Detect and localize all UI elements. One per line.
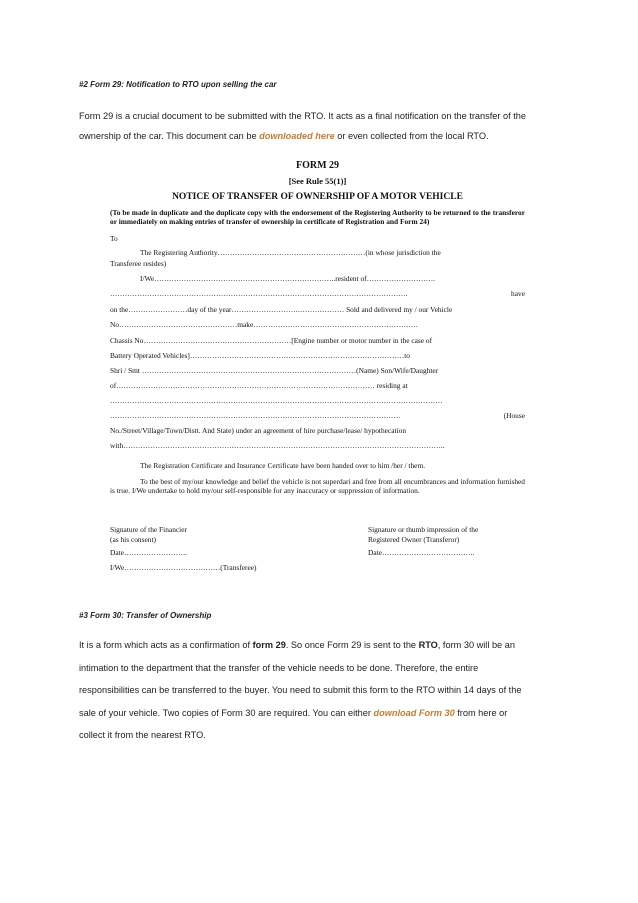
iwe-transferee: I/We…………………………………(Transferee) <box>110 563 257 572</box>
paragraph-text: from here or <box>454 707 508 718</box>
paragraph-line <box>79 702 569 725</box>
form-line: Battery Operated Vehicles]……………………………………………………………………………to <box>110 351 410 360</box>
form-line: Chassis No……………………………………………………[Engine number or motor number in the case of <box>110 336 433 345</box>
paragraph-text: . So once Form 29 is sent to the <box>285 640 419 650</box>
download-form29-link[interactable]: downloaded here <box>259 131 335 141</box>
form-line: The Registering Authority……………………………………………………(in whose jurisdiction the <box>140 248 441 257</box>
paragraph-text: It is a form which acts as a confirmation of <box>79 640 253 650</box>
form-rule: [See Rule 55(1)] <box>288 176 347 186</box>
form-line: Transferee resides) <box>110 259 167 268</box>
form-line: with………………………………………………………………………………………………………………….. <box>110 441 445 450</box>
form-to: To <box>110 234 118 243</box>
paragraph-text: ownership of the car. This document can be <box>79 131 260 141</box>
paragraph-line: Form 29 is a crucial document to be submitted with the RTO. It acts as a final notification on the transfer of the <box>79 111 527 121</box>
paragraph-line <box>79 126 569 146</box>
form-instruction: (To be made in duplicate and the duplicate copy with the endorsement of the Registering Authority to be returned to the transferor or immediately on making entries of transfer of ownership in certificate of Registration and Form 24) <box>110 208 525 227</box>
sig-financier: Signature of the Financier <box>110 525 187 534</box>
paragraph-text: , form 30 will be an <box>437 640 515 650</box>
form-line: on the……………………day of the year……………………….……………… Sold and delivered my / our Vehicle <box>110 305 453 314</box>
paragraph-line: intimation to the department that the transfer of the vehicle needs to be done. Therefore, the entire <box>79 662 479 673</box>
paragraph-line: responsibilities can be transferred to the buyer. You need to submit this form to the RTO within 14 days of the <box>79 685 522 696</box>
form-declaration: To the best of my/our knowledge and belief the vehicle is not superdari and free from all encumbrances and information furnished is true. I/We undertake to hold my/our self-responsible for any inaccuracy or suppression of information. <box>110 477 525 496</box>
form-line: No./Street/Village/Town/Distt. And State) under an agreement of hire purchase/lease/ hypothecation <box>110 426 407 435</box>
paragraph-line: collect it from the nearest RTO. <box>79 730 206 741</box>
form30-paragraph <box>79 634 569 747</box>
section-heading-form30: #3 Form 30: Transfer of Ownership <box>79 611 212 620</box>
section-heading-form29: #2 Form 29: Notification to RTO upon selling the car <box>79 80 277 89</box>
sig-owner: Signature or thumb impression of the <box>368 525 479 534</box>
form-line: I/We………………………………………………………………..resident of………………………. <box>140 274 436 283</box>
form-line: of…………………………………………………………………………………………… residing at <box>110 381 408 390</box>
paragraph-text: or even collected from the local RTO. <box>334 131 489 141</box>
form29-paragraph <box>79 106 569 146</box>
form-line: Shri / Smt ……………………………………………………………………………(Name) Son/Wife/Daughter <box>110 366 439 375</box>
form-line: ………………………………………………………………………………………………………. <box>110 411 401 420</box>
paragraph-text-bold: RTO <box>418 640 438 650</box>
date-left: Date…………………….. <box>110 548 187 557</box>
registered-owner: Registered Owner (Transferor) <box>368 535 460 544</box>
form-handover: The Registration Certificate and Insurance Certificate have been handed over to him /her / them. <box>140 461 426 470</box>
paragraph-line <box>79 634 569 657</box>
form-title: FORM 29 <box>295 160 340 171</box>
form-notice-title: NOTICE OF TRANSFER OF OWNERSHIP OF A MOTOR VEHICLE <box>172 192 463 202</box>
form-line: ……………………………………………………………………………………………………………………… <box>110 396 443 405</box>
form-line: …………………………………………………………………………………………………………. <box>110 289 408 298</box>
form-line: have <box>511 289 525 298</box>
date-right: Date……………………………….. <box>368 548 475 557</box>
form-line: (House <box>503 411 525 420</box>
download-form30-link[interactable]: download Form 30 <box>373 707 455 718</box>
paragraph-text-bold: form 29 <box>252 640 286 650</box>
as-consent: (as his consent) <box>110 535 156 544</box>
form-line: No…………………………………………make…………………………………………………………. <box>110 320 418 329</box>
paragraph-text: sale of your vehicle. Two copies of Form 30 are required. You can either <box>79 707 374 718</box>
form29-scan <box>110 160 525 580</box>
